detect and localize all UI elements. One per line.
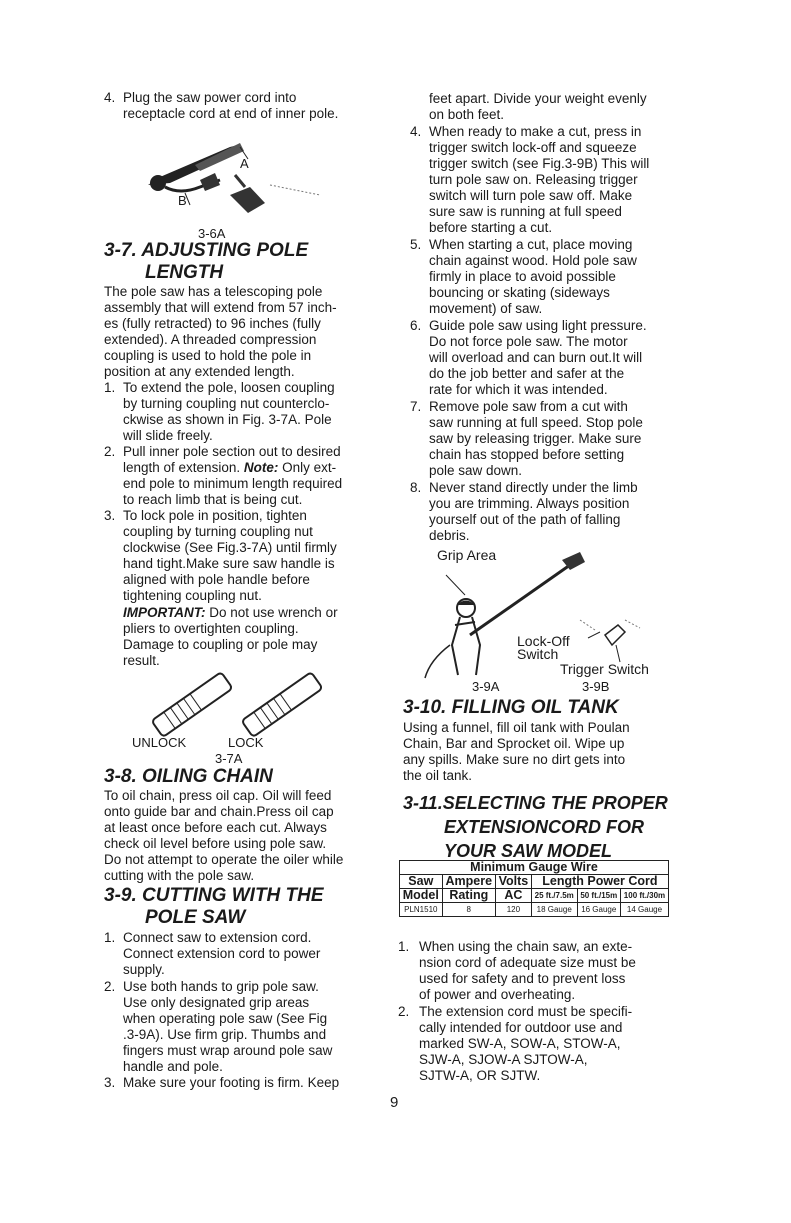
list-line: Use only designated grip areas — [123, 995, 310, 1010]
figure-caption-3-9b: 3-9B — [582, 679, 610, 694]
paragraph-line: at least once before each cut. Always — [104, 820, 327, 835]
list-line: pole saw down. — [429, 463, 523, 478]
list-line: Connect extension cord to power — [123, 946, 321, 961]
heading-3-9-line-1: 3-9. CUTTING WITH THE — [104, 885, 324, 906]
list-line: aligned with pole handle before — [123, 572, 310, 587]
list-line: will overload and can burn out.It will — [429, 350, 643, 365]
page-number: 9 — [390, 1094, 399, 1111]
list-line: do the job better and safer at the — [429, 366, 625, 381]
table-row — [400, 903, 669, 917]
header-model: Model — [400, 889, 443, 903]
cut-step-6-number: 6. — [410, 318, 422, 333]
step-4-line-1: Plug the saw power cord into — [123, 90, 297, 105]
cell-ampere: 8 — [442, 903, 495, 917]
step-4-line-2: receptacle cord at end of inner pole. — [123, 106, 339, 121]
list-line: switch will turn pole saw off. Make — [429, 188, 633, 203]
list-line: end pole to minimum length required — [123, 476, 343, 491]
list-line: hand tight.Make sure saw handle is — [123, 556, 335, 571]
list-line: When starting a cut, place moving — [429, 237, 633, 252]
list-line: bouncing or skating (sideways — [429, 285, 610, 300]
header-volts: Volts — [495, 875, 531, 889]
list-line: SJW-A, SJOW-A SJTOW-A, — [419, 1052, 588, 1067]
list-line-with-note — [123, 460, 336, 476]
paragraph-line: position at any extended length. — [104, 364, 295, 379]
figure-label-b: B — [178, 193, 187, 208]
list-line: by turning coupling nut counterclo- — [123, 396, 330, 411]
list-line: .3-9A). Use firm grip. Thumbs and — [123, 1027, 327, 1042]
paragraph-line: es (fully retracted) to 96 inches (fully — [104, 316, 321, 331]
figure-label-switch: Switch — [517, 646, 559, 662]
list-line: Use both hands to grip pole saw. — [123, 979, 319, 994]
step-4-number: 4. — [104, 90, 116, 105]
list-line: ckwise as shown in Fig. 3-7A. Pole — [123, 412, 332, 427]
list-line: clockwise (See Fig.3-7A) until firmly — [123, 540, 337, 555]
heading-3-7-line-2: LENGTH — [145, 262, 224, 283]
heading-3-11-line-1: 3-11.SELECTING THE PROPER — [403, 793, 668, 813]
ext-step-2-number: 2. — [398, 1004, 410, 1019]
list-line: you are trimming. Always position — [429, 496, 630, 511]
list-line: on both feet. — [429, 107, 505, 122]
figure-3-7a-illustration — [145, 668, 325, 738]
list-line: cally intended for outdoor use and — [419, 1020, 623, 1035]
list-line: Pull inner pole section out to desired — [123, 444, 341, 459]
list-line: feet apart. Divide your weight evenly — [429, 91, 647, 106]
important-line: pliers to overtighten coupling. — [123, 621, 299, 636]
paragraph-line: Chain, Bar and Sprocket oil. Wipe up — [403, 736, 625, 751]
list-line: Do not force pole saw. The motor — [429, 334, 628, 349]
list-line: chain against wood. Hold pole saw — [429, 253, 637, 268]
list-line: coupling by turning coupling nut — [123, 524, 313, 539]
header-length-100ft: 100 ft./30m — [620, 889, 668, 903]
table-title-row — [400, 861, 669, 875]
list-line: movement) of saw. — [429, 301, 543, 316]
list-line: saw running at full speed. Stop pole — [429, 415, 643, 430]
list-line: debris. — [429, 528, 470, 543]
list-line: to reach limb that is being cut. — [123, 492, 303, 507]
figure-3-6a-illustration — [140, 125, 330, 225]
cell-gauge-100ft: 14 Gauge — [620, 903, 668, 917]
ext-step-1-number: 1. — [398, 939, 410, 954]
cut-step-2-number: 2. — [104, 979, 116, 994]
figure-caption-3-7a: 3-7A — [215, 751, 243, 766]
list-line: SJTW-A, OR SJTW. — [419, 1068, 541, 1083]
list-line: marked SW-A, SOW-A, STOW-A, — [419, 1036, 621, 1051]
list-line: trigger switch lock-off and squeeze — [429, 140, 637, 155]
paragraph-line: Using a funnel, fill oil tank with Poulan — [403, 720, 630, 735]
cut-step-7-number: 7. — [410, 399, 422, 414]
figure-label-lock: LOCK — [228, 735, 264, 750]
list-line: Never stand directly under the limb — [429, 480, 638, 495]
heading-3-8: 3-8. OILING CHAIN — [104, 766, 273, 787]
paragraph-line: coupling is used to hold the pole in — [104, 348, 312, 363]
figure-label-lock-off: Lock-Off — [517, 633, 570, 649]
figure-caption-3-6a: 3-6A — [198, 226, 226, 241]
list-line: To lock pole in position, tighten — [123, 508, 307, 523]
list-line: When using the chain saw, an exte- — [419, 939, 633, 954]
figure-label-grip-area: Grip Area — [437, 547, 497, 563]
cut-step-5-number: 5. — [410, 237, 422, 252]
step-2-number: 2. — [104, 444, 116, 459]
paragraph-line: cutting with the pole saw. — [104, 868, 255, 883]
header-length: Length Power Cord — [531, 875, 668, 889]
cut-step-8-number: 8. — [410, 480, 422, 495]
paragraph-line: extended). A threaded compression — [104, 332, 317, 347]
list-line: fingers must wrap around pole saw — [123, 1043, 333, 1058]
list-line: chain has stopped before setting — [429, 447, 625, 462]
important-text: Do not use wrench or — [205, 605, 338, 620]
cell-gauge-50ft: 16 Gauge — [577, 903, 620, 917]
heading-3-7-line-1: 3-7. ADJUSTING POLE — [104, 240, 309, 261]
list-line: firmly in place to avoid possible — [429, 269, 616, 284]
list-line: tightening coupling nut. — [123, 588, 262, 603]
header-ac: AC — [495, 889, 531, 903]
list-line: yourself out of the path of falling — [429, 512, 621, 527]
paragraph-line: any spills. Make sure no dirt gets into — [403, 752, 626, 767]
cell-model: PLN1510 — [400, 903, 443, 917]
heading-3-11-line-3: YOUR SAW MODEL — [444, 841, 613, 861]
important-line — [123, 605, 338, 621]
list-line: The extension cord must be specifi- — [419, 1004, 633, 1019]
header-length-25ft: 25 ft./7.5m — [531, 889, 577, 903]
list-line: Make sure your footing is firm. Keep — [123, 1075, 340, 1090]
list-line: handle and pole. — [123, 1059, 223, 1074]
list-text: length of extension. — [123, 460, 244, 475]
paragraph-line: the oil tank. — [403, 768, 473, 783]
paragraph-line: Do not attempt to operate the oiler while — [104, 852, 344, 867]
table-header-row — [400, 875, 669, 889]
list-line: Remove pole saw from a cut with — [429, 399, 628, 414]
list-line: of power and overheating. — [419, 987, 576, 1002]
step-3-number: 3. — [104, 508, 116, 523]
header-length-50ft: 50 ft./15m — [577, 889, 620, 903]
figure-label-a: A — [240, 156, 249, 171]
gauge-wire-table — [399, 860, 669, 917]
list-line: used for safety and to prevent loss — [419, 971, 626, 986]
heading-3-11-line-2: EXTENSIONCORD FOR — [444, 817, 645, 837]
paragraph-line: onto guide bar and chain.Press oil cap — [104, 804, 334, 819]
list-line: To extend the pole, loosen coupling — [123, 380, 335, 395]
table-title: Minimum Gauge Wire — [400, 861, 669, 875]
step-1-number: 1. — [104, 380, 116, 395]
paragraph-line: check oil level before using pole saw. — [104, 836, 327, 851]
important-line: Damage to coupling or pole may — [123, 637, 318, 652]
list-text: Only ext- — [278, 460, 337, 475]
list-line: sure saw is running at full speed — [429, 204, 622, 219]
list-line: trigger switch (see Fig.3-9B) This will — [429, 156, 650, 171]
header-rating: Rating — [442, 889, 495, 903]
paragraph-line: To oil chain, press oil cap. Oil will feed — [104, 788, 332, 803]
heading-3-9-line-2: POLE SAW — [145, 907, 246, 928]
important-label: IMPORTANT: — [123, 605, 206, 620]
cut-step-1-number: 1. — [104, 930, 116, 945]
paragraph-line: assembly that will extend from 57 inch- — [104, 300, 337, 315]
list-line: when operating pole saw (See Fig — [123, 1011, 328, 1026]
table-header-row — [400, 889, 669, 903]
list-line: Connect saw to extension cord. — [123, 930, 312, 945]
important-line: result. — [123, 653, 160, 668]
list-line: When ready to make a cut, press in — [429, 124, 642, 139]
cut-step-3-number: 3. — [104, 1075, 116, 1090]
heading-3-10: 3-10. FILLING OIL TANK — [403, 697, 619, 718]
figure-label-unlock: UNLOCK — [132, 735, 187, 750]
header-saw: Saw — [400, 875, 443, 889]
cell-volts: 120 — [495, 903, 531, 917]
list-line: saw by releasing trigger. Make sure — [429, 431, 642, 446]
list-line: Guide pole saw using light pressure. — [429, 318, 647, 333]
list-line: turn pole saw on. Releasing trigger — [429, 172, 638, 187]
note-label: Note: — [243, 460, 279, 475]
header-ampere: Ampere — [442, 875, 495, 889]
list-line: rate for which it was intended. — [429, 382, 608, 397]
figure-label-trigger-switch: Trigger Switch — [560, 661, 649, 677]
list-line: nsion cord of adequate size must be — [419, 955, 636, 970]
figure-caption-3-9a: 3-9A — [472, 679, 500, 694]
cell-gauge-25ft: 18 Gauge — [531, 903, 577, 917]
cut-step-4-number: 4. — [410, 124, 422, 139]
list-line: before starting a cut. — [429, 220, 553, 235]
list-line: supply. — [123, 962, 165, 977]
paragraph-line: The pole saw has a telescoping pole — [104, 284, 323, 299]
list-line: will slide freely. — [123, 428, 213, 443]
